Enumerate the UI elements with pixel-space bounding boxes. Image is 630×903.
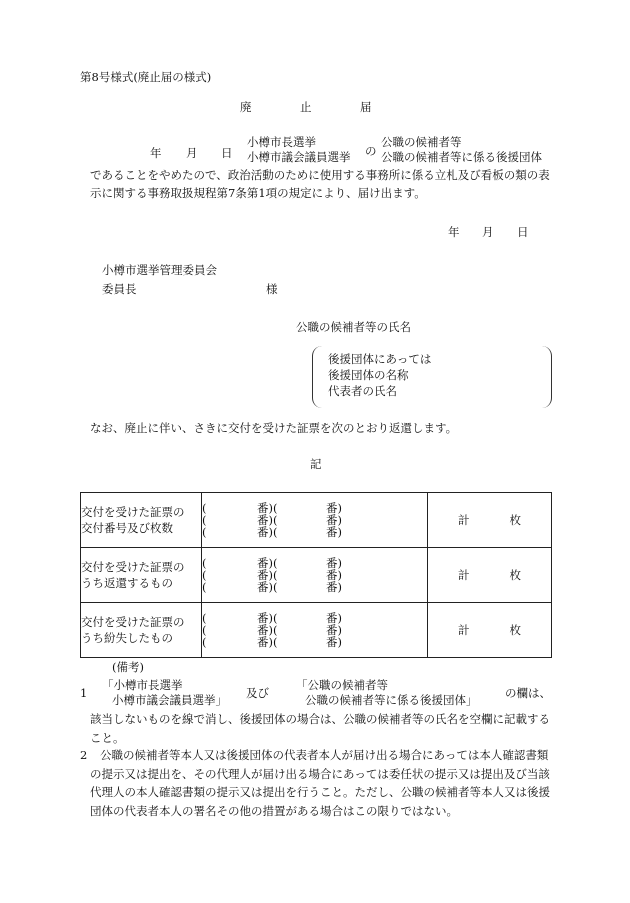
submit-date-day: 日 <box>517 225 529 239</box>
header-date-month: 月 <box>186 146 198 160</box>
total-label: 計 <box>458 568 470 582</box>
ban: 番) <box>257 525 273 539</box>
ban: 番) <box>326 580 342 594</box>
ban: 番) <box>326 611 342 625</box>
ban: 番) <box>257 623 273 637</box>
group-note-2: 後援団体の名称 <box>328 368 409 382</box>
paren: ( <box>273 513 278 527</box>
paren: ( <box>273 525 278 539</box>
paren: ( <box>202 525 207 539</box>
note1-q1-line2: 小樽市議会議員選挙」 <box>112 693 227 707</box>
note2-number: 2 <box>80 748 88 762</box>
row-label-line2: うち返還するもの <box>81 576 173 590</box>
election-mayor: 小樽市長選挙 <box>247 135 316 149</box>
paren: ( <box>273 580 278 594</box>
paren: ( <box>202 513 207 527</box>
row-label <box>81 603 202 658</box>
paren: ( <box>202 635 207 649</box>
group-note-3: 代表者の氏名 <box>328 384 397 398</box>
paren: ( <box>273 635 278 649</box>
return-statement: なお、廃止に伴い、さきに交付を受けた証票を次のとおり返還します。 <box>90 421 458 435</box>
note1-field: の欄は、 <box>505 686 551 700</box>
row-label <box>81 548 202 603</box>
ban: 番) <box>326 568 342 582</box>
sheets-label: 枚 <box>509 513 521 527</box>
ban: 番) <box>257 568 273 582</box>
note1-continuation: 該当しないものを線で消し、後援団体の場合は、公職の候補者等の氏名を空欄に記載すること。 <box>90 712 550 745</box>
remarks-heading: (備考) <box>112 660 144 674</box>
certificate-table <box>80 492 552 658</box>
row-label <box>81 493 202 548</box>
candidate-option: 公職の候補者等 <box>381 135 462 149</box>
paren: ( <box>273 501 278 515</box>
row-label-line1: 交付を受けた証票の <box>81 615 185 629</box>
paren: ( <box>202 568 207 582</box>
header-date-year: 年 <box>150 146 162 160</box>
group-note-1: 後援団体にあっては <box>328 352 432 366</box>
support-group-option: 公職の候補者等に係る後援団体 <box>381 150 542 164</box>
paren: ( <box>202 623 207 637</box>
row-label-line1: 交付を受けた証票の <box>81 560 185 574</box>
note1-q2-line2: 公職の候補者等に係る後援団体」 <box>305 693 478 707</box>
header-date-day: 日 <box>221 146 233 160</box>
ban: 番) <box>257 580 273 594</box>
number-ranges <box>202 603 428 658</box>
submit-date-month: 月 <box>482 225 494 239</box>
number-ranges <box>202 493 428 548</box>
note1-q1-line1: 「小樽市長選挙 <box>102 678 183 692</box>
ban: 番) <box>257 635 273 649</box>
total-label: 計 <box>458 623 470 637</box>
paren: ( <box>273 623 278 637</box>
sheets-label: 枚 <box>509 623 521 637</box>
paren: ( <box>202 556 207 570</box>
ban: 番) <box>326 525 342 539</box>
ban: 番) <box>326 556 342 570</box>
total-count <box>428 603 552 658</box>
row-label-line1: 交付を受けた証票の <box>81 505 185 519</box>
addressee-org: 小樽市選挙管理委員会 <box>102 263 217 277</box>
total-label: 計 <box>458 513 470 527</box>
total-count <box>428 548 552 603</box>
note1-number: 1 <box>80 686 88 700</box>
particle-no: の <box>365 144 377 158</box>
paren: ( <box>202 611 207 625</box>
addressee-title: 委員長 <box>102 282 137 296</box>
ban: 番) <box>257 513 273 527</box>
note2-text: 公職の候補者等本人又は後援団体の代表者本人が届け出る場合にあっては本人確認書類の提示又は提出を、その代理人が届け出る場合にあっては委任状の提示又は提出及び当該代理人の本人確認書類の提示又は提出を行うこと。ただし、公職の候補者等本人又は後援団体の代表者本人の署名その他の措置がある場合はこの限りではない。 <box>90 748 550 818</box>
ban: 番) <box>257 556 273 570</box>
row-label-line2: 交付番号及び枚数 <box>81 521 173 535</box>
ban: 番) <box>257 611 273 625</box>
ban: 番) <box>326 501 342 515</box>
paren: ( <box>202 580 207 594</box>
record-heading: 記 <box>310 457 322 471</box>
total-count <box>428 493 552 548</box>
candidate-name-label: 公職の候補者等の氏名 <box>296 320 411 334</box>
table-row <box>81 493 552 548</box>
honorific: 様 <box>266 282 278 296</box>
page-title: 廃 止 届 <box>240 100 372 114</box>
number-ranges <box>202 548 428 603</box>
paren: ( <box>202 501 207 515</box>
note1-and: 及び <box>246 686 269 700</box>
body-text: であることをやめたので、政治活動のために使用する事務所に係る立札及び看板の類の表示に関する事務取扱規程第7条第1項の規定により、届け出ます。 <box>90 168 550 200</box>
sheets-label: 枚 <box>509 568 521 582</box>
submit-date-year: 年 <box>448 225 460 239</box>
ban: 番) <box>326 513 342 527</box>
paren: ( <box>273 556 278 570</box>
note1-q2-line1: 「公職の候補者等 <box>296 678 388 692</box>
ban: 番) <box>326 635 342 649</box>
paren: ( <box>273 568 278 582</box>
table-row <box>81 548 552 603</box>
election-council: 小樽市議会議員選挙 <box>247 150 351 164</box>
form-number: 第8号様式(廃止届の様式) <box>80 70 212 84</box>
ban: 番) <box>326 623 342 637</box>
ban: 番) <box>257 501 273 515</box>
row-label-line2: うち紛失したもの <box>81 631 173 645</box>
paren: ( <box>273 611 278 625</box>
table-row <box>81 603 552 658</box>
